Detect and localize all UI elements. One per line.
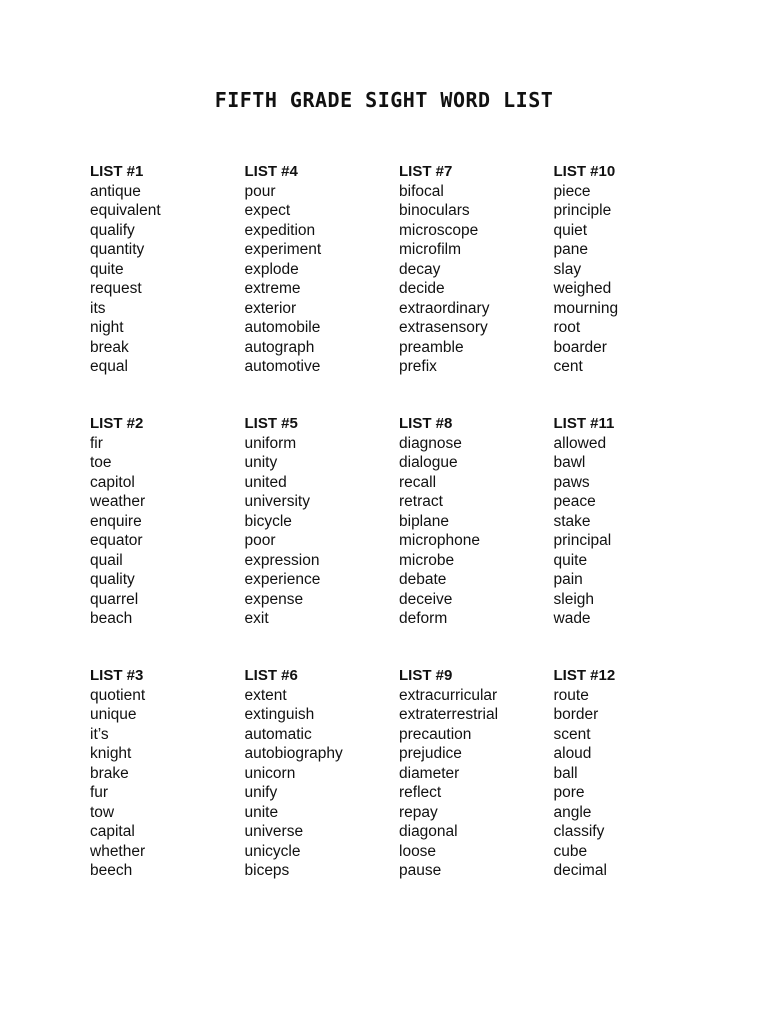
sight-word: brake [90, 764, 129, 782]
sight-word: microfilm [399, 241, 461, 258]
sight-word: loose [399, 842, 437, 860]
sight-word: expression [244, 551, 320, 569]
sight-word: unite [244, 803, 279, 821]
sight-word: quantity [90, 241, 145, 258]
sight-word: exterior [244, 299, 297, 317]
sight-word: microscope [399, 221, 479, 239]
sight-word: capitol [90, 473, 135, 491]
list-heading: LIST #3 [90, 667, 144, 684]
sight-word: explode [244, 260, 299, 278]
sight-word: poor [244, 532, 276, 549]
list-heading: LIST #7 [399, 163, 453, 180]
sight-word: decay [399, 260, 441, 278]
sight-word: biceps [244, 862, 290, 879]
sight-word: university [244, 493, 310, 510]
sight-word: mourning [553, 299, 619, 317]
word-list [399, 666, 554, 918]
sight-word: break [90, 338, 129, 356]
word-list-row [90, 666, 710, 918]
list-heading: LIST #4 [244, 163, 298, 180]
word-list [90, 666, 245, 918]
word-list [399, 162, 554, 414]
sight-word: bifocal [399, 182, 444, 200]
sight-word: cent [553, 358, 583, 375]
sight-word: paws [553, 473, 590, 491]
list-heading: LIST #12 [553, 667, 616, 684]
word-items [90, 182, 245, 377]
sight-word: whether [90, 842, 146, 860]
sight-word: bicycle [244, 512, 292, 530]
sight-word: quiet [553, 221, 588, 239]
sight-word: exit [244, 610, 269, 627]
sight-word: extraordinary [399, 299, 490, 317]
sight-word: quite [553, 551, 588, 569]
sight-word: extraterrestrial [399, 706, 499, 723]
sight-word: decimal [553, 862, 607, 879]
sight-word: universe [244, 823, 304, 840]
sight-word: extinguish [244, 706, 315, 723]
sight-word: diagonal [399, 823, 458, 840]
sight-word: weather [90, 493, 146, 510]
word-list [245, 666, 400, 918]
sight-word: border [553, 706, 599, 723]
sight-word: reflect [399, 784, 442, 801]
word-items [399, 686, 554, 881]
sight-word: recall [399, 473, 437, 491]
sight-word: knight [90, 745, 132, 762]
word-items [90, 686, 245, 881]
sight-word: sleigh [553, 590, 594, 608]
sight-word: unicorn [244, 764, 296, 782]
sight-word: capital [90, 823, 135, 840]
sight-word: microbe [399, 551, 455, 569]
sight-word: decide [399, 280, 445, 297]
sight-word: weighed [553, 280, 612, 297]
sight-word: fur [90, 784, 109, 801]
word-items [399, 434, 554, 629]
word-items [399, 182, 554, 377]
word-items [245, 182, 400, 377]
word-list [90, 414, 245, 666]
sight-word: peace [553, 493, 596, 510]
word-items [554, 434, 709, 629]
sight-word: extent [244, 686, 287, 704]
word-list [399, 414, 554, 666]
sight-word: quail [90, 551, 123, 569]
sight-word: pain [553, 571, 583, 588]
sight-word: tow [90, 803, 115, 821]
sight-word: angle [553, 803, 592, 821]
sight-word: diagnose [399, 434, 462, 452]
word-list-grid [90, 162, 710, 918]
word-list [554, 414, 709, 666]
sight-word: dialogue [399, 454, 458, 471]
sight-word: uniform [244, 434, 297, 452]
word-list [245, 414, 400, 666]
sight-word: debate [399, 571, 447, 588]
word-items [554, 182, 709, 377]
sight-word: precaution [399, 725, 472, 743]
sight-word: retract [399, 493, 443, 510]
list-heading: LIST #11 [553, 415, 615, 432]
sight-word: unity [244, 454, 278, 471]
list-heading: LIST #10 [553, 163, 616, 180]
word-items [245, 434, 400, 629]
sight-word: stake [553, 512, 591, 530]
sight-word: binoculars [399, 202, 470, 219]
sight-word: unify [244, 784, 278, 801]
word-list [554, 162, 709, 414]
list-heading: LIST #9 [399, 667, 453, 684]
sight-word: microphone [399, 532, 480, 549]
sight-word: request [90, 280, 142, 297]
sight-word: equivalent [90, 202, 161, 219]
word-items [245, 686, 400, 881]
sight-word: automotive [244, 358, 321, 375]
sight-word: cube [553, 842, 588, 860]
word-items [90, 434, 245, 629]
list-heading: LIST #8 [399, 415, 453, 432]
sight-word: quality [90, 571, 135, 588]
page-title: FIFTH GRADE SIGHT WORD LIST [214, 88, 554, 112]
sight-word: extrasensory [399, 319, 488, 336]
sight-word: piece [553, 182, 591, 200]
sight-word: route [553, 686, 589, 704]
sight-word: antique [90, 182, 141, 200]
sight-word: deform [399, 610, 448, 627]
word-list-row [90, 414, 710, 666]
sight-word: classify [553, 823, 605, 840]
sight-word: aloud [553, 745, 592, 762]
sight-word: diameter [399, 764, 460, 782]
sight-word: quotient [90, 686, 146, 704]
sight-word: fir [90, 434, 103, 452]
sight-word: autobiography [244, 745, 343, 762]
list-heading: LIST #6 [244, 667, 298, 684]
sight-word: allowed [553, 434, 607, 452]
sight-word: it’s [90, 725, 109, 743]
sight-word: slay [553, 260, 582, 278]
sight-word: biplane [399, 512, 449, 530]
sight-word: principle [553, 202, 612, 219]
sight-word: experience [244, 571, 321, 588]
sight-word: boarder [553, 338, 607, 356]
word-items [554, 686, 709, 881]
sight-word: ball [553, 764, 578, 782]
sight-word: prejudice [399, 745, 462, 762]
word-list [90, 162, 245, 414]
sight-word: pane [553, 241, 588, 258]
sight-word: pour [244, 182, 276, 200]
sight-word: equator [90, 532, 143, 549]
sight-word: root [553, 319, 581, 336]
sight-word: night [90, 319, 124, 336]
sight-word: pore [553, 784, 585, 801]
sight-word: pause [399, 862, 442, 879]
sight-word: scent [553, 725, 591, 743]
sight-word: quite [90, 260, 124, 278]
sight-word: preamble [399, 338, 464, 356]
sight-word: its [90, 299, 106, 317]
sight-word: equal [90, 358, 128, 375]
sight-word: automatic [244, 725, 312, 743]
sight-word: quarrel [90, 590, 139, 608]
sight-word: principal [553, 532, 612, 549]
sight-word: expedition [244, 221, 316, 239]
word-list-row [90, 162, 710, 414]
word-list [245, 162, 400, 414]
sight-word: repay [399, 803, 438, 821]
sight-word: qualify [90, 221, 135, 239]
sight-word: enquire [90, 512, 142, 530]
sight-word: unicycle [244, 842, 301, 860]
sight-word: extracurricular [399, 686, 498, 704]
sight-word: bawl [553, 454, 586, 471]
list-heading: LIST #2 [90, 415, 144, 432]
list-heading: LIST #1 [90, 163, 144, 180]
sight-word: deceive [399, 590, 453, 608]
sight-word: toe [90, 454, 112, 471]
sight-word: beech [90, 862, 133, 879]
sight-word: expense [244, 590, 304, 608]
sight-word: experiment [244, 241, 322, 258]
word-list [554, 666, 709, 918]
sight-word: expect [244, 202, 291, 219]
sight-word: united [244, 473, 287, 491]
sight-word: autograph [244, 338, 315, 356]
sight-word: beach [90, 610, 133, 627]
sight-word: extreme [244, 280, 301, 297]
sight-word: unique [90, 706, 137, 723]
sight-word: automobile [244, 319, 321, 336]
sight-word: wade [553, 610, 591, 627]
list-heading: LIST #5 [244, 415, 298, 432]
sight-word: prefix [399, 358, 437, 375]
